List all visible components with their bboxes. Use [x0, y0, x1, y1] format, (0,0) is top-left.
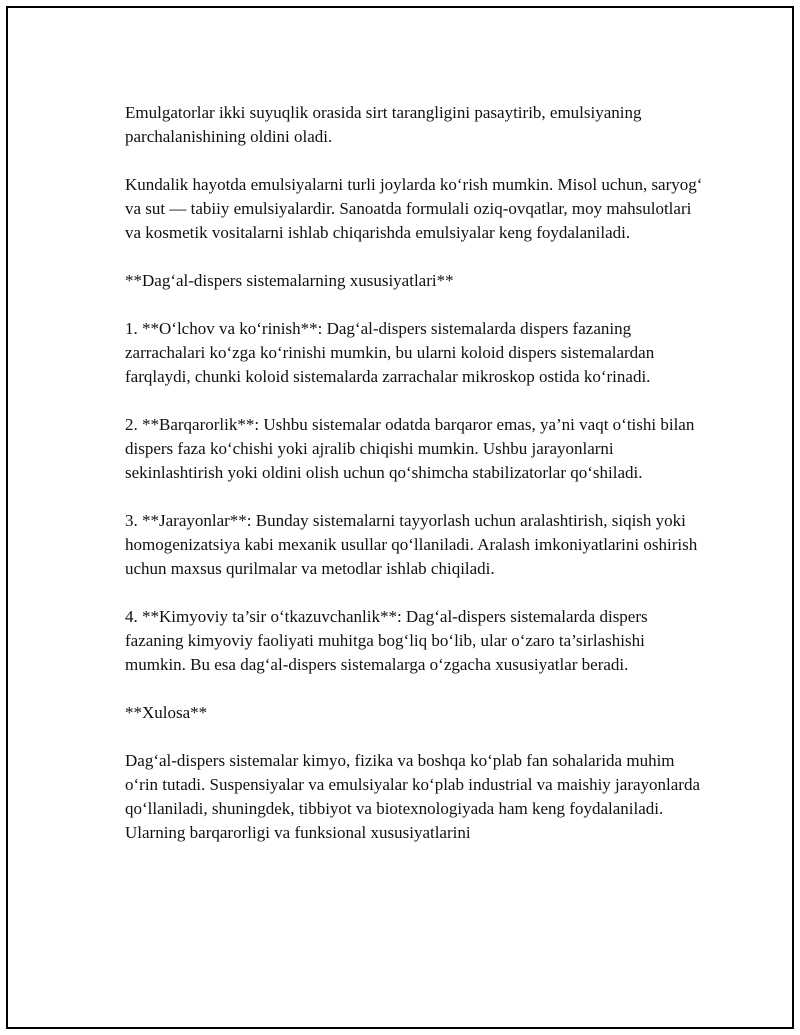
section-heading-conclusion: **Xulosa** — [125, 703, 208, 722]
list-item-size-visibility: 1. **O‘lchov va ko‘rinish**: Dag‘al-dispers sistemalarda dispers fazaning zarrachalari ko‘zga ko‘rinishi mumkin, bu ularni koloid dispers sistemalardan farqlaydi, chunki koloid sistemalarda zarrachalar mikroskop ostida ko‘rinadi. — [125, 319, 655, 386]
paragraph-conclusion: Dag‘al-dispers sistemalar kimyo, fizika va boshqa ko‘plab fan sohalarida muhim o‘rin tutadi. Suspensiyalar va emulsiyalar ko‘plab industrial va maishiy jarayonlarda qo‘llaniladi, shuningdek, tibbiyot va biotexnologiyada ham keng foydalaniladi. Ularning barqarorligi va funksional xususiyatlarini — [125, 751, 701, 842]
document-body — [125, 101, 705, 869]
list-item-stability: 2. **Barqarorlik**: Ushbu sistemalar odatda barqaror emas, ya’ni vaqt o‘tishi bilan dispers faza ko‘chishi yoki ajralib chiqishi mumkin. Ushbu jarayonlarni sekinlashtirish yoki oldini olish uchun qo‘shimcha stabilizatorlar qo‘shiladi. — [125, 415, 695, 482]
paragraph-daily-life: Kundalik hayotda emulsiyalarni turli joylarda ko‘rish mumkin. Misol uchun, saryog‘ va sut — tabiiy emulsiyalardir. Sanoatda formulali oziq-ovqatlar, moy mahsulotlari va kosmetik vositalarni ishlab chiqarishda emulsiyalar keng foydalaniladi. — [125, 175, 703, 242]
document-page — [6, 6, 794, 1029]
paragraph-emulgators: Emulgatorlar ikki suyuqlik orasida sirt tarangligini pasaytirib, emulsiyaning parchalanishining oldini oladi. — [125, 103, 642, 146]
list-item-chemical-interaction: 4. **Kimyoviy ta’sir o‘tkazuvchanlik**: Dag‘al-dispers sistemalarda dispers fazaning kimyoviy faoliyati muhitga bog‘liq bo‘lib, ular o‘zaro ta’sirlashishi mumkin. Bu esa dag‘al-dispers sistemalarga o‘zgacha xususiyatlar beradi. — [125, 607, 648, 674]
section-heading-properties: **Dag‘al-dispers sistemalarning xususiyatlari** — [125, 271, 454, 290]
list-item-processes: 3. **Jarayonlar**: Bunday sistemalarni tayyorlash uchun aralashtirish, siqish yoki homogenizatsiya kabi mexanik usullar qo‘llaniladi. Aralash imkoniyatlarini oshirish uchun maxsus qurilmalar va metodlar ishlab chiqiladi. — [125, 511, 698, 578]
